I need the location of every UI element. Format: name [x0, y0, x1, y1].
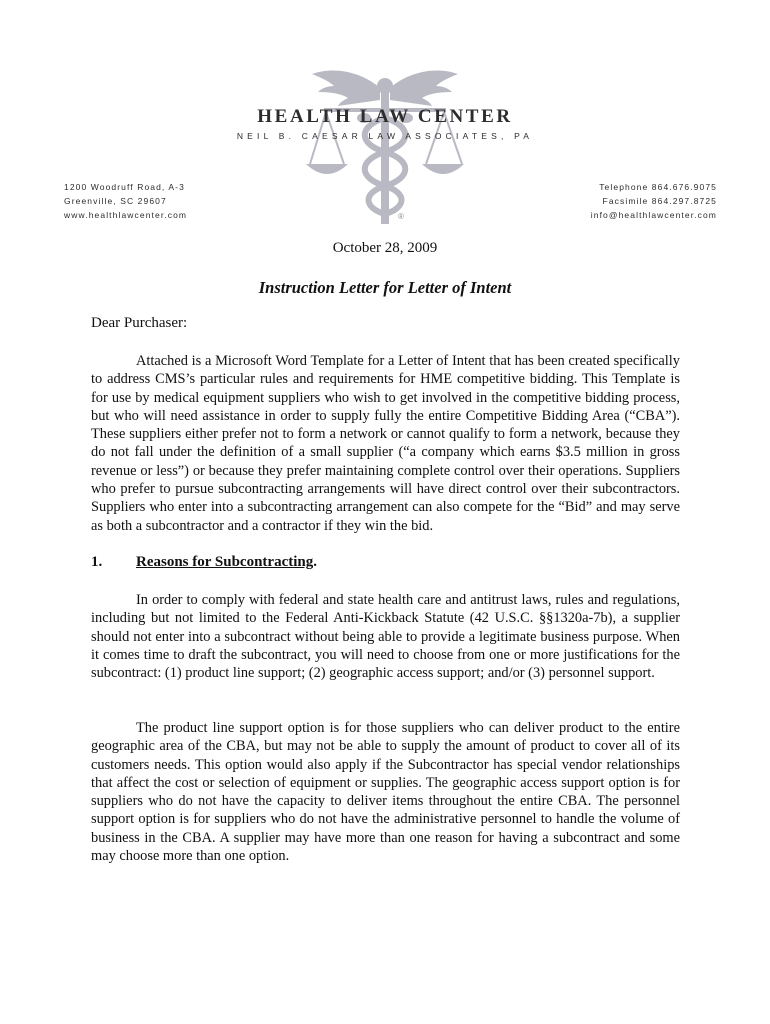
address-website: www.healthlawcenter.com: [64, 210, 188, 220]
letter-date: October 28, 2009: [332, 240, 438, 256]
section-number: 1.: [91, 554, 103, 570]
letter-title: Instruction Letter for Letter of Intent: [258, 278, 512, 297]
section-title-period: .: [313, 554, 317, 570]
section-paragraph: In order to comply with federal and state health care and antitrust laws, rules and regulations, including but not limited to the Federal Anti-Kickback Statute (42 U.S.C. §§1320a-7b), a supplier should not enter into a subcontract without being able to provide a legitimate business purpose. When it comes time to draft the subcontract, you will need to choose from one or more justifications for the subcontract: (1) product line support; (2) geographic access support; and/or (3) personnel support.: [91, 592, 680, 682]
contact-email: info@healthlawcenter.com: [590, 210, 717, 220]
section-paragraph: The product line support option is for those suppliers who can deliver product to the entire geographic area of the CBA, but may not be able to supply the amount of product to cover all of its customers needs. This option would also apply if the Subcontractor has special vendor relationships that affect the cost or selection of equipment or supplies. The geographic access support option is for suppliers who do not have the capacity to deliver items throughout the entire CBA. The personnel support option is for suppliers who do not have the administrative personnel to handle the volume of business in the CBA. A supplier may have more than one reason for having a subcontract and some may choose more than one option.: [91, 720, 680, 865]
salutation: Dear Purchaser:: [91, 315, 188, 331]
section-title: Reasons for Subcontracting: [136, 554, 314, 570]
intro-paragraph: Attached is a Microsoft Word Template for a Letter of Intent that has been created specifically to address CMS’s particular rules and requirements for HME competitive bidding. This Template is for use by medical equipment suppliers who wish to get involved in the competitive bidding process, but who will need assistance in order to supply fully the entire Competitive Bidding Area (“CBA”). These suppliers either prefer not to form a network or cannot qualify to form a network, because they do not fall under the definition of a small supplier (“a company which earns $3.5 million in gross revenue or less”) or because they prefer maintaining complete control over their operations. Suppliers who prefer to pursue subcontracting arrangements will have direct control over their subcontractors. Suppliers who enter into a subcontracting arrangement can also compete for the “Bid” and may serve as both a subcontractor and a contractor if they win the bid.: [91, 353, 680, 534]
registered-mark: ®: [398, 212, 404, 221]
contact-block: [591, 180, 717, 222]
address-street: 1200 Woodruff Road, A-3: [64, 182, 185, 192]
contact-facsimile: Facsimile 864.297.8725: [602, 196, 717, 206]
address-city: Greenville, SC 29607: [64, 196, 167, 206]
address-block: [64, 180, 187, 222]
caduceus-scales-logo: [300, 52, 470, 230]
org-subtitle: NEIL B. CAESAR LAW ASSOCIATES, PA: [236, 131, 534, 141]
section-heading: [91, 554, 317, 571]
org-name: HEALTH LAW CENTER: [257, 106, 513, 127]
contact-telephone: Telephone 864.676.9075: [599, 182, 717, 192]
